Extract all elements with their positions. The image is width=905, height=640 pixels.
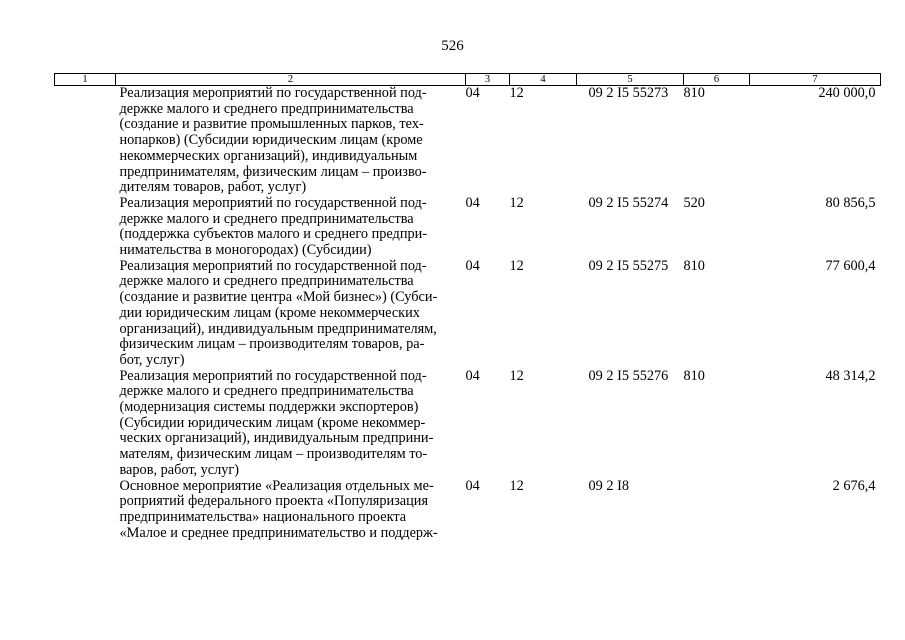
description-line: Реализация мероприятий по государственной под- [119,85,427,101]
cell-amount: 48 314,2 [825,367,876,384]
cell-target-article: 09 2 I8 [588,477,630,494]
cell-description [116,479,466,542]
cell-amount: 77 600,4 [825,257,876,274]
description-line: бот, услуг) [119,351,185,368]
cell-amount: 240 000,0 [818,85,876,101]
table-row [55,196,881,259]
header-col-1: 1 [55,74,116,86]
description-line: варов, работ, услуг) [119,461,240,478]
description-line: Реализация мероприятий по государственной под- [119,194,427,211]
description-line: (создание и развитие центра «Мой бизнес») (Субси- [119,289,438,306]
cell-section: 04 [465,257,480,274]
description-line: держке малого и среднего предпринимательства [119,210,414,227]
table-header [55,74,881,86]
cell-subsection: 12 [509,85,524,101]
description-line: Основное мероприятие «Реализация отдельных ме- [119,477,434,494]
description-line: держке малого и среднего предпринимательства [119,100,414,117]
description-line: (создание и развитие промышленных парков, тех- [119,116,424,133]
cell-description [116,86,466,196]
cell-amount: 80 856,5 [825,194,876,211]
cell-col-1 [55,259,116,369]
description-line: держке малого и среднего предпринимательства [119,383,414,400]
table-row [55,259,881,369]
header-col-2: 2 [116,74,466,86]
cell-description [116,196,466,259]
cell-expense-type: 810 [683,367,705,384]
description-line: мателям, физическим лицам – производителям то- [119,446,428,463]
page-number: 526 [441,38,464,54]
cell-target-article: 09 2 I5 55275 [588,257,669,274]
description-line: роприятий федерального проекта «Популяризация [119,493,429,510]
table-row [55,479,881,542]
cell-description [116,369,466,479]
cell-expense-type: 810 [683,257,705,274]
cell-subsection: 12 [509,367,524,384]
cell-description [116,259,466,369]
cell-section: 04 [465,194,480,211]
cell-expense-type [684,479,750,542]
cell-expense-type: 810 [683,85,705,101]
description-line: предпринимателям, физическим лицам – произво- [119,163,427,180]
cell-section: 04 [465,367,480,384]
table-row [55,86,881,196]
description-line: организаций), индивидуальным предпринимателям, [119,320,437,337]
description-line: (Субсидии юридическим лицам (кроме некоммер- [119,414,426,431]
description-line: предпринимательства» национального проекта [119,508,407,525]
cell-section: 04 [465,85,480,101]
cell-subsection: 12 [509,257,524,274]
cell-col-1 [55,196,116,259]
cell-col-1 [55,86,116,196]
description-line: ческих организаций), индивидуальным предприни- [119,430,434,447]
description-line: некоммерческих организаций), индивидуальным [119,147,418,164]
header-col-5: 5 [577,74,684,86]
cell-target-article: 09 2 I5 55276 [588,367,669,384]
description-line: держке малого и среднего предпринимательства [119,273,414,290]
cell-col-1 [55,369,116,479]
description-line: (модернизация системы поддержки экспортеров) [119,399,419,416]
cell-target-article: 09 2 I5 55274 [588,194,669,211]
budget-table [54,73,881,541]
description-line: нимательства в моногородах) (Субсидии) [119,242,372,259]
header-col-7: 7 [750,74,881,86]
table-row [55,369,881,479]
description-line: «Малое и среднее предпринимательство и поддерж- [119,524,438,541]
header-col-6: 6 [684,74,750,86]
table-body [55,86,881,542]
description-line: Реализация мероприятий по государственной под- [119,367,427,384]
description-line: (поддержка субъектов малого и среднего предпри- [119,226,428,243]
description-line: нопарков) (Субсидии юридическим лицам (кроме [119,132,423,149]
cell-col-1 [55,479,116,542]
description-line: Реализация мероприятий по государственной под- [119,257,427,274]
cell-section: 04 [465,477,480,494]
header-row [55,74,881,86]
description-line: физическим лицам – производителям товаров, ра- [119,336,425,353]
cell-subsection: 12 [509,477,524,494]
cell-subsection: 12 [509,194,524,211]
cell-expense-type: 520 [683,194,705,211]
description-line: дии юридическим лицам (кроме некоммерческих [119,304,420,321]
header-col-3: 3 [466,74,510,86]
description-line: дителям товаров, работ, услуг) [119,179,307,196]
cell-amount: 2 676,4 [832,477,876,494]
cell-target-article: 09 2 I5 55273 [588,85,669,101]
header-col-4: 4 [510,74,577,86]
